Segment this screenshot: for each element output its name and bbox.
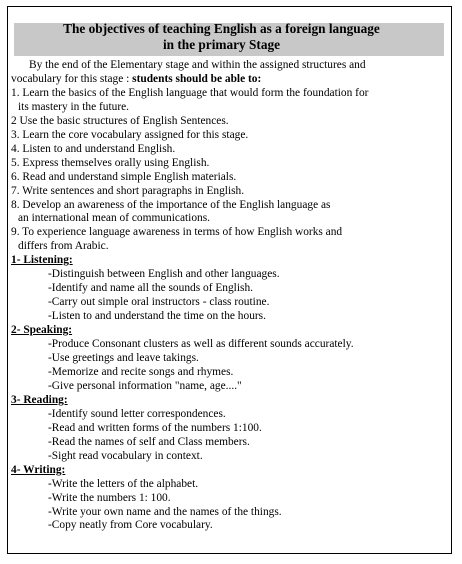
writing-item: -Write the letters of the alphabet.	[48, 477, 199, 490]
reading-item: -Read the names of self and Class members.	[48, 435, 250, 448]
intro-line-2	[11, 73, 443, 87]
objective-2: 2 Use the basic structures of English Sentences.	[11, 114, 229, 127]
reading-item: -Read and written forms of the numbers 1:100.	[48, 421, 262, 434]
objective-1-cont: its mastery in the future.	[18, 100, 130, 113]
objective-7: 7. Write sentences and short paragraphs in English.	[11, 184, 245, 197]
intro-emphasis: students should be able to:	[132, 72, 262, 85]
intro-text: vocabulary for this stage :	[11, 72, 133, 85]
section-heading-listening: 1- Listening:	[11, 254, 73, 267]
document-body	[11, 59, 443, 533]
speaking-item: -Memorize and recite songs and rhymes.	[48, 365, 234, 378]
writing-item: -Copy neatly from Core vocabulary.	[48, 519, 213, 532]
objective-9-cont: differs from Arabic.	[18, 240, 109, 253]
listening-item: -Listen to and understand the time on the hours.	[48, 310, 266, 323]
writing-item: -Write your own name and the names of the things.	[48, 505, 282, 518]
objective-8-cont: an international mean of communications.	[18, 212, 211, 225]
speaking-item: -Produce Consonant clusters as well as different sounds accurately.	[48, 338, 354, 351]
objective-8: 8. Develop an awareness of the importance of the English language as	[11, 198, 331, 211]
listening-item: -Carry out simple oral instructors - class routine.	[48, 296, 270, 309]
section-heading-speaking: 2- Speaking:	[11, 324, 73, 337]
speaking-item: -Give personal information "name, age...."	[48, 379, 242, 392]
page-title	[10, 21, 433, 53]
objective-5: 5. Express themselves orally using English.	[11, 156, 210, 169]
reading-item: -Sight read vocabulary in context.	[48, 449, 203, 462]
listening-item: -Distinguish between English and other languages.	[48, 268, 280, 281]
section-heading-reading: 3- Reading:	[11, 393, 68, 406]
intro-line-1: By the end of the Elementary stage and within the assigned structures and	[29, 59, 366, 71]
objective-6: 6. Read and understand simple English materials.	[11, 170, 237, 183]
objective-9: 9. To experience language awareness in terms of how English works and	[11, 226, 343, 239]
writing-item: -Write the numbers 1: 100.	[48, 491, 171, 504]
title-line-1: The objectives of teaching English as a foreign language	[63, 21, 380, 36]
section-heading-writing: 4- Writing:	[11, 463, 66, 476]
objective-1: 1. Learn the basics of the English language that would form the foundation for	[11, 86, 369, 99]
objective-3: 3. Learn the core vocabulary assigned for this stage.	[11, 128, 249, 141]
speaking-item: -Use greetings and leave takings.	[48, 352, 199, 365]
reading-item: -Identify sound letter correspondences.	[48, 407, 226, 420]
title-line-2: in the primary Stage	[162, 37, 281, 52]
listening-item: -Identify and name all the sounds of English.	[48, 282, 253, 295]
objective-4: 4. Listen to and understand English.	[11, 142, 176, 155]
